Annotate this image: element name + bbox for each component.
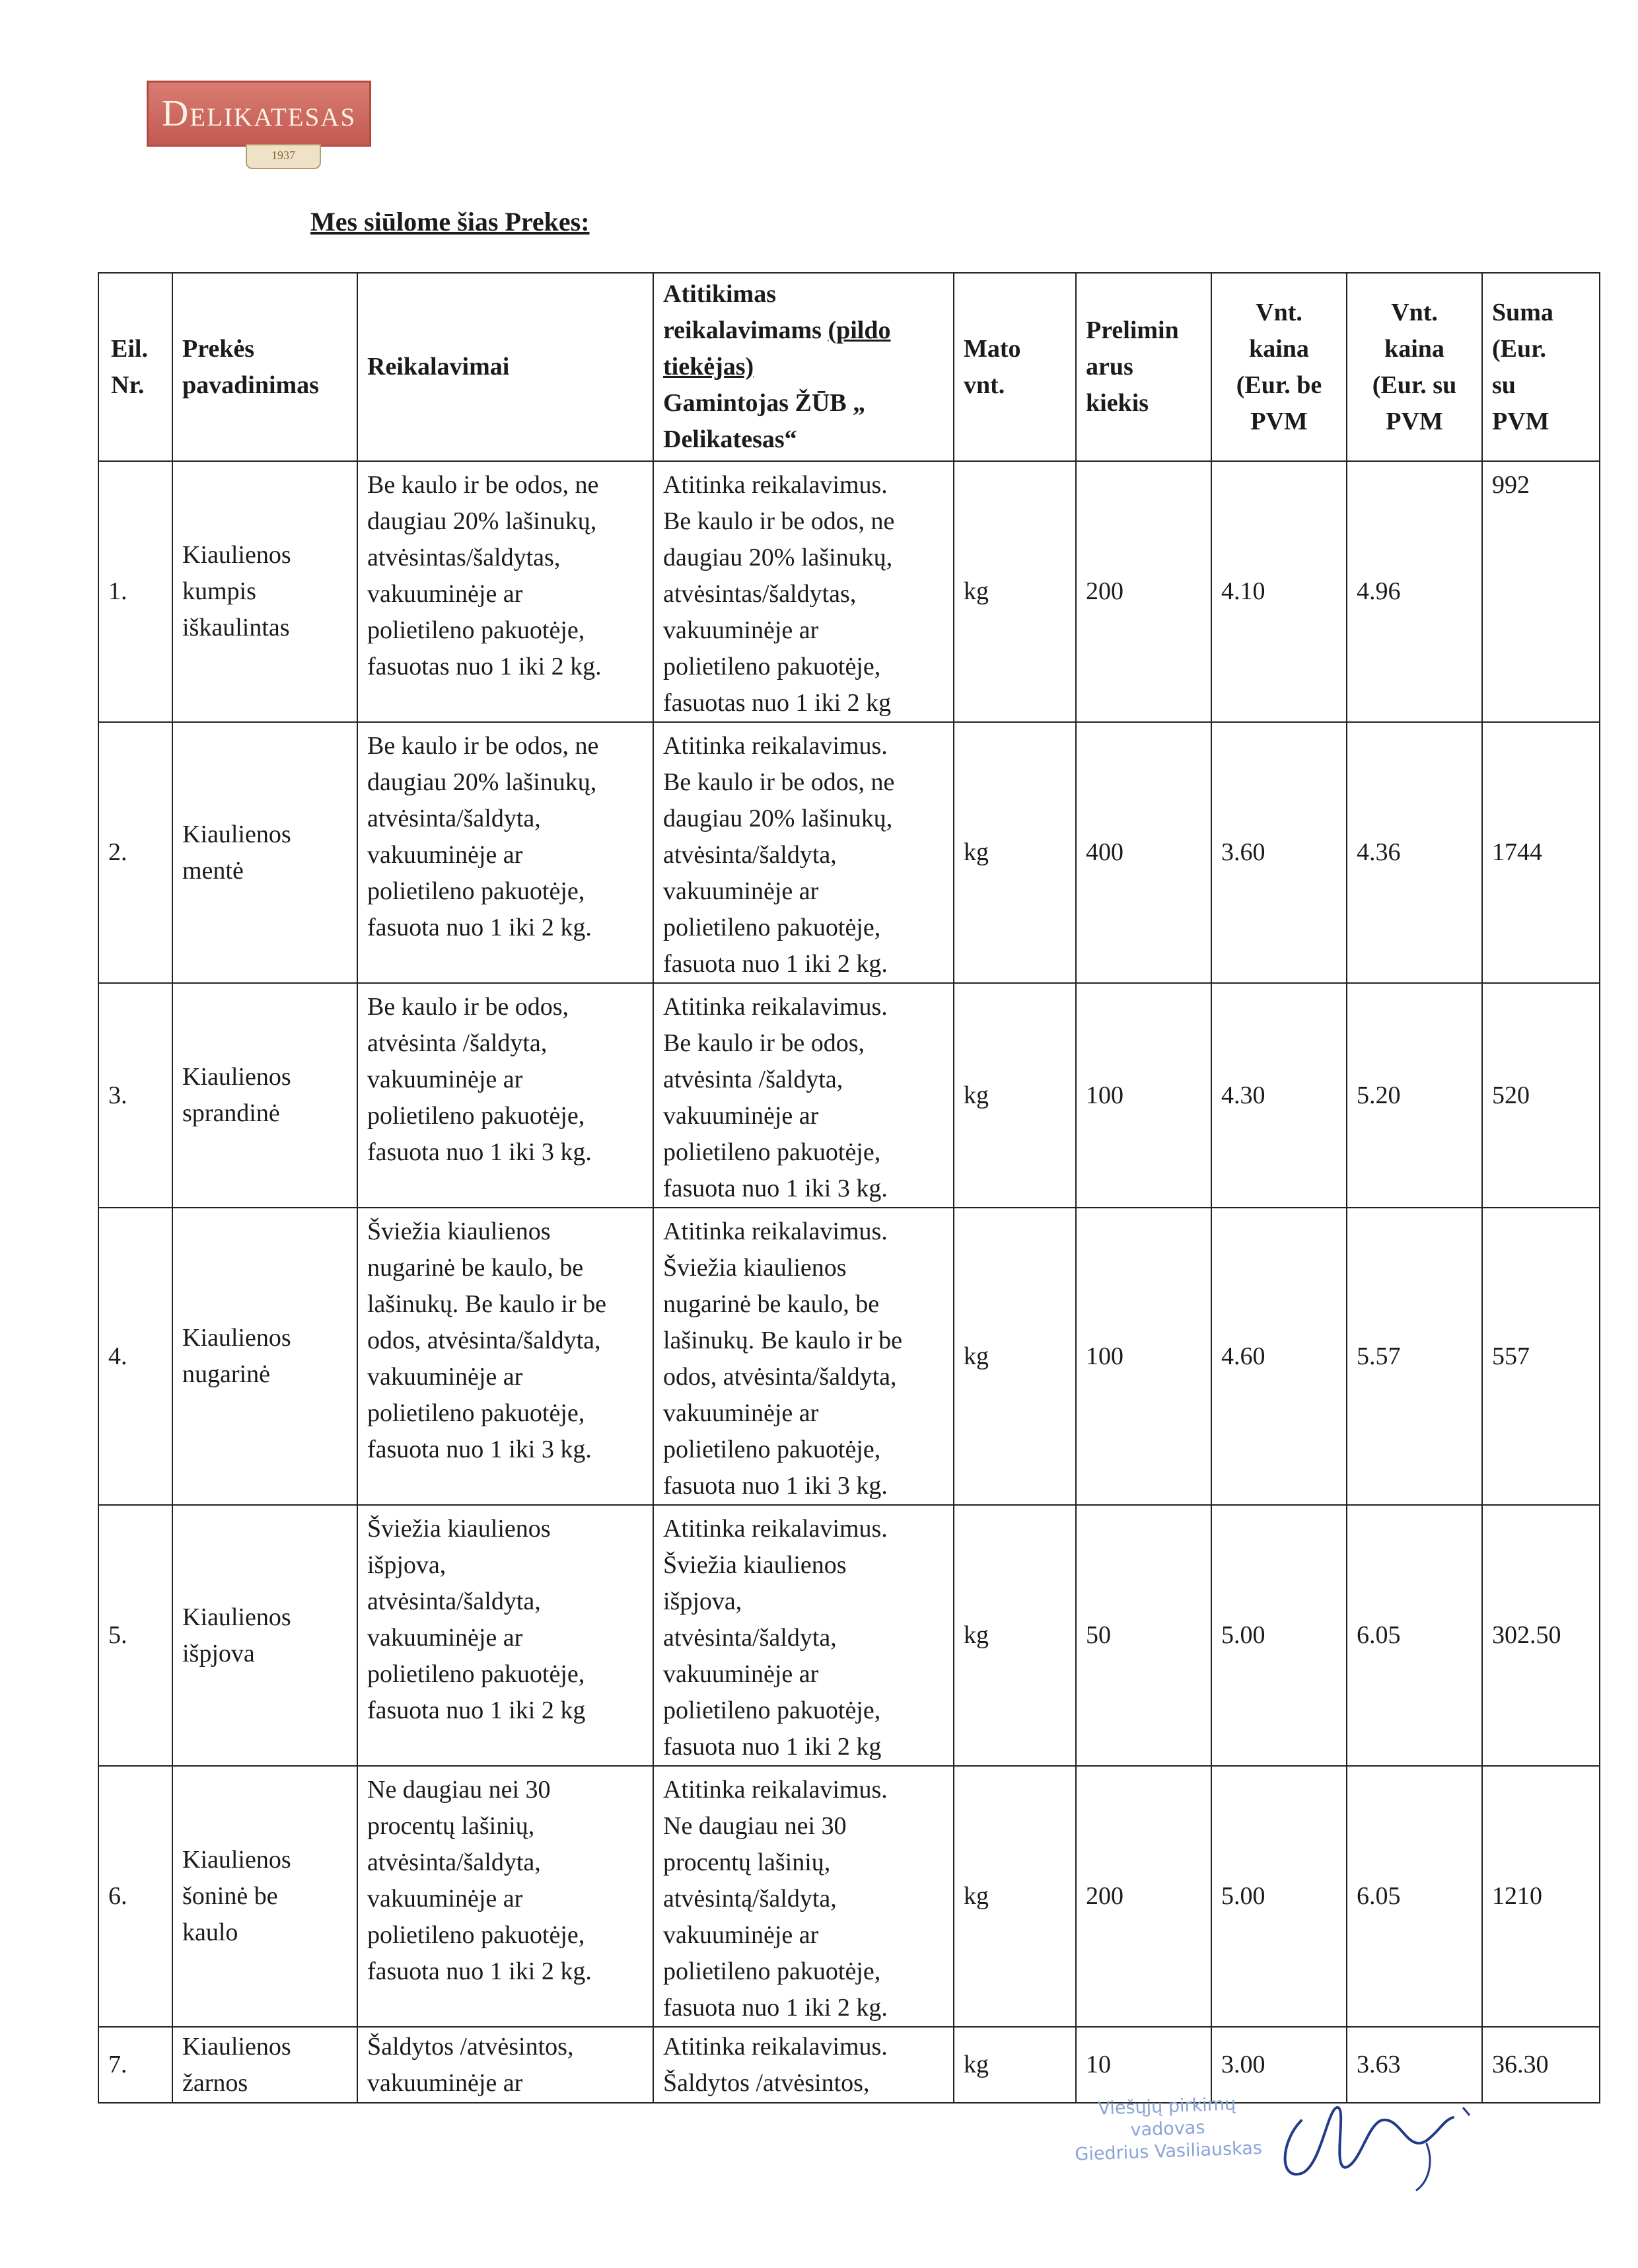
row-unit: kg	[954, 1505, 1076, 1766]
header-name: Prekės pavadinimas	[172, 273, 357, 461]
row-price-ex-vat: 3.60	[1211, 722, 1347, 983]
header-price-inc-vat: Vnt. kaina (Eur. su PVM	[1347, 273, 1482, 461]
row-sum: 520	[1482, 983, 1600, 1208]
row-name: Kiaulienos mentė	[172, 722, 357, 983]
header-sum: Suma (Eur. su PVM	[1482, 273, 1600, 461]
row-price-inc-vat: 6.05	[1347, 1766, 1482, 2027]
row-nr: 4.	[98, 1208, 172, 1505]
row-unit: kg	[954, 1766, 1076, 2027]
row-qty: 100	[1076, 983, 1211, 1208]
row-qty: 10	[1076, 2027, 1211, 2103]
row-nr: 3.	[98, 983, 172, 1208]
row-price-ex-vat: 5.00	[1211, 1766, 1347, 2027]
row-nr: 6.	[98, 1766, 172, 2027]
handwritten-signature	[1275, 2081, 1499, 2193]
row-name: Kiaulienos nugarinė	[172, 1208, 357, 1505]
row-price-ex-vat: 5.00	[1211, 1505, 1347, 1766]
row-requirements: Šaldytos /atvėsintos, vakuuminėje ar	[357, 2027, 653, 2103]
logo-year: 1937	[246, 144, 321, 169]
row-requirements: Šviežia kiaulienos nugarinė be kaulo, be lašinukų. Be kaulo ir be odos, atvėsinta/šaldyta, vakuuminėje ar polietileno pakuotėje, fasuota nuo 1 iki 3 kg.	[357, 1208, 653, 1505]
company-logo	[147, 81, 371, 173]
row-nr: 2.	[98, 722, 172, 983]
logo-badge	[147, 81, 371, 147]
row-name: Kiaulienos kumpis iškaulintas	[172, 461, 357, 722]
row-compliance: Atitinka reikalavimus. Be kaulo ir be odos, atvėsinta /šaldyta, vakuuminėje ar polietileno pakuotėje, fasuota nuo 1 iki 3 kg.	[653, 983, 954, 1208]
header-requirements: Reikalavimai	[357, 273, 653, 461]
row-name: Kiaulienos išpjova	[172, 1505, 357, 1766]
row-compliance: Atitinka reikalavimus. Šaldytos /atvėsintos,	[653, 2027, 954, 2103]
row-requirements: Be kaulo ir be odos, atvėsinta /šaldyta, vakuuminėje ar polietileno pakuotėje, fasuota nuo 1 iki 3 kg.	[357, 983, 653, 1208]
row-price-ex-vat: 4.30	[1211, 983, 1347, 1208]
row-price-inc-vat: 5.57	[1347, 1208, 1482, 1505]
row-requirements: Ne daugiau nei 30 procentų lašinių, atvėsinta/šaldyta, vakuuminėje ar polietileno pakuotėje, fasuota nuo 1 iki 2 kg.	[357, 1766, 653, 2027]
row-name: Kiaulienos žarnos	[172, 2027, 357, 2103]
row-compliance: Atitinka reikalavimus. Šviežia kiaulienos nugarinė be kaulo, be lašinukų. Be kaulo ir be odos, atvėsinta/šaldyta, vakuuminėje ar polietileno pakuotėje, fasuota nuo 1 iki 3 kg.	[653, 1208, 954, 1505]
row-qty: 200	[1076, 1766, 1211, 2027]
row-price-inc-vat: 4.96	[1347, 461, 1482, 722]
row-sum: 557	[1482, 1208, 1600, 1505]
header-qty: Prelimin arus kiekis	[1076, 273, 1211, 461]
row-compliance: Atitinka reikalavimus. Ne daugiau nei 30 procentų lašinių, atvėsintą/šaldyta, vakuuminėje ar polietileno pakuotėje, fasuota nuo 1 iki 2 kg.	[653, 1766, 954, 2027]
header-compliance: Atitikimas reikalavimams (pildo tiekėjas) Gamintojas ŽŪB „ Delikatesas“	[653, 273, 954, 461]
row-nr: 1.	[98, 461, 172, 722]
row-name: Kiaulienos sprandinė	[172, 983, 357, 1208]
stamp-line-3: Giedrius Vasiliauskas	[1074, 2138, 1263, 2165]
row-price-inc-vat: 4.36	[1347, 722, 1482, 983]
row-unit: kg	[954, 983, 1076, 1208]
row-price-inc-vat: 3.63	[1347, 2027, 1482, 2103]
signature-stamp	[1048, 2092, 1287, 2168]
row-name: Kiaulienos šoninė be kaulo	[172, 1766, 357, 2027]
row-sum: 1744	[1482, 722, 1600, 983]
row-price-inc-vat: 6.05	[1347, 1505, 1482, 1766]
row-sum: 36.30	[1482, 2027, 1600, 2103]
row-qty: 100	[1076, 1208, 1211, 1505]
row-price-inc-vat: 5.20	[1347, 983, 1482, 1208]
row-nr: 5.	[98, 1505, 172, 1766]
table-row	[98, 983, 1600, 1208]
row-price-ex-vat: 3.00	[1211, 2027, 1347, 2103]
row-requirements: Be kaulo ir be odos, ne daugiau 20% lašinukų, atvėsintas/šaldytas, vakuuminėje ar polietileno pakuotėje, fasuotas nuo 1 iki 2 kg.	[357, 461, 653, 722]
row-qty: 200	[1076, 461, 1211, 722]
row-price-ex-vat: 4.60	[1211, 1208, 1347, 1505]
row-sum: 302.50	[1482, 1505, 1600, 1766]
row-compliance: Atitinka reikalavimus. Šviežia kiaulienos išpjova, atvėsinta/šaldyta, vakuuminėje ar polietileno pakuotėje, fasuota nuo 1 iki 2 kg	[653, 1505, 954, 1766]
table-row	[98, 1766, 1600, 2027]
table-row	[98, 722, 1600, 983]
row-requirements: Be kaulo ir be odos, ne daugiau 20% lašinukų, atvėsinta/šaldyta, vakuuminėje ar polietileno pakuotėje, fasuota nuo 1 iki 2 kg.	[357, 722, 653, 983]
row-unit: kg	[954, 722, 1076, 983]
table-row	[98, 461, 1600, 722]
row-sum: 992	[1482, 461, 1600, 722]
row-nr: 7.	[98, 2027, 172, 2103]
row-unit: kg	[954, 461, 1076, 722]
row-sum: 1210	[1482, 1766, 1600, 2027]
table-row	[98, 1208, 1600, 1505]
header-unit: Mato vnt.	[954, 273, 1076, 461]
row-qty: 50	[1076, 1505, 1211, 1766]
row-compliance: Atitinka reikalavimus. Be kaulo ir be odos, ne daugiau 20% lašinukų, atvėsinta/šaldyta, vakuuminėje ar polietileno pakuotėje, fasuota nuo 1 iki 2 kg.	[653, 722, 954, 983]
row-qty: 400	[1076, 722, 1211, 983]
table-header-row	[98, 273, 1600, 461]
row-unit: kg	[954, 1208, 1076, 1505]
header-price-ex-vat: Vnt. kaina (Eur. be PVM	[1211, 273, 1347, 461]
row-price-ex-vat: 4.10	[1211, 461, 1347, 722]
header-nr: Eil. Nr.	[98, 273, 172, 461]
stamp-line-2: vadovas	[1130, 2117, 1205, 2140]
page-heading: Mes siūlome šias Prekes:	[310, 207, 590, 237]
offer-table	[98, 272, 1600, 2103]
row-compliance: Atitinka reikalavimus. Be kaulo ir be odos, ne daugiau 20% lašinukų, atvėsintas/šaldytas, vakuuminėje ar polietileno pakuotėje, fasuotas nuo 1 iki 2 kg	[653, 461, 954, 722]
row-unit: kg	[954, 2027, 1076, 2103]
logo-brand: Delikatesas	[161, 93, 357, 134]
stamp-line-1: Viešųjų pirkimų	[1097, 2094, 1236, 2119]
row-requirements: Šviežia kiaulienos išpjova, atvėsinta/šaldyta, vakuuminėje ar polietileno pakuotėje, fasuota nuo 1 iki 2 kg	[357, 1505, 653, 1766]
table-row	[98, 1505, 1600, 1766]
